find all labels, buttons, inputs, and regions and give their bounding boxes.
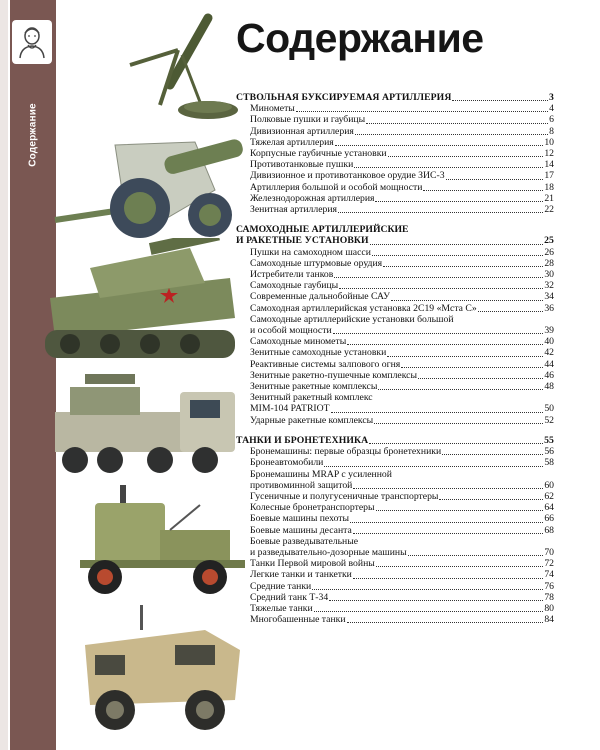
page-number: 68 [544,524,554,536]
illustrations [27,10,240,740]
toc-item-line1: Боевые разведывательные [250,535,358,547]
howitzer-illustration [45,130,245,250]
sidebar-label: Содержание [27,103,39,167]
toc-item[interactable]: Современные дальнобойные САУ 34 [250,291,554,303]
toc-item[interactable]: Зенитные ракетные комплексы 48 [250,381,554,393]
toc-item[interactable]: и разведывательно-дозорные машины 70 [250,546,554,558]
mortar-illustration [90,10,250,125]
toc-item[interactable]: Самоходная артиллерийская установка 2С19 «Мста С» 36 [250,302,554,314]
toc-item[interactable]: Зенитные ракетно-пушечные комплексы 46 [250,369,554,381]
toc-item[interactable]: Легкие танки и танкетки 74 [250,569,554,581]
page-number: 40 [544,336,554,348]
toc-item[interactable]: Танки Первой мировой войны 72 [250,558,554,570]
page-number: 21 [544,192,554,204]
toc-item[interactable]: Боевые машины пехоты 66 [250,513,554,525]
toc-item[interactable]: Реактивные системы залпового огня 44 [250,358,554,370]
page-number: 66 [544,513,554,525]
self-propelled-gun-illustration [30,238,240,368]
toc-item[interactable]: противоминной защитой 60 [250,479,554,491]
toc-section-heading[interactable]: ТАНКИ И БРОНЕТЕХНИКА 55 [236,434,554,446]
toc-item[interactable]: Боевые машины десанта 68 [250,524,554,536]
page-number: 76 [544,580,554,592]
page-number: 60 [544,479,554,491]
page-number: 70 [544,546,554,558]
page-number: 12 [544,148,554,160]
page-number: 22 [544,204,554,216]
toc-item-line1: Самоходные артиллерийские установки большой [250,313,454,325]
toc-item[interactable]: Бронемашины: первые образцы бронетехники 56 [250,446,554,458]
page-number: 78 [544,591,554,603]
page-number: 42 [544,347,554,359]
toc-item[interactable]: Минометы 4 [250,103,554,115]
toc-item[interactable]: Противотанковые пушки 14 [250,159,554,171]
toc-item[interactable]: Корпусные гаубичные установки 12 [250,148,554,160]
table-of-contents [236,92,554,625]
page-number: 10 [544,136,554,148]
toc-section-heading[interactable]: СТВОЛЬНАЯ БУКСИРУЕМАЯ АРТИЛЛЕРИЯ 3 [236,92,554,103]
page-number: 25 [544,235,554,247]
toc-section-towed-artillery [236,92,554,215]
toc-item[interactable]: Пушки на самоходном шасси 26 [250,246,554,258]
toc-item[interactable]: Полковые пушки и гаубицы 6 [250,114,554,126]
toc-item[interactable]: Зенитные самоходные установки 42 [250,347,554,359]
air-defense-vehicle-illustration [40,372,240,482]
page-number: 74 [544,569,554,581]
page-number: 6 [549,114,554,126]
page-number: 64 [544,502,554,514]
page-number: 55 [544,434,554,446]
toc-item[interactable]: Гусеничные и полугусеничные транспортеры 62 [250,490,554,502]
toc-item[interactable]: Артиллерия большой и особой мощности 18 [250,181,554,193]
page-number: 56 [544,446,554,458]
page-number: 3 [549,92,554,103]
toc-item[interactable]: Самоходные минометы 40 [250,336,554,348]
toc-item[interactable]: Многобашенные танки 84 [250,614,554,626]
page-number: 52 [544,414,554,426]
toc-item[interactable]: Самоходные гаубицы 32 [250,280,554,292]
page-number: 58 [544,457,554,469]
toc-item[interactable]: MIM-104 PATRIOT 50 [250,403,554,415]
page-number: 14 [544,159,554,171]
toc-item[interactable]: Зенитная артиллерия 22 [250,204,554,216]
toc-item[interactable]: Тяжелая артиллерия 10 [250,136,554,148]
toc-section-self-propelled [236,224,554,426]
page-number: 17 [544,170,554,182]
toc-item[interactable]: Бронеавтомобили 58 [250,457,554,469]
page-number: 30 [544,269,554,281]
toc-item[interactable]: Тяжелые танки 80 [250,602,554,614]
toc-item[interactable]: и особой мощности 39 [250,325,554,337]
toc-section-tanks [236,435,554,625]
toc-item[interactable]: Железнодорожная артиллерия 21 [250,192,554,204]
toc-item[interactable]: Дивизионная артиллерия 8 [250,125,554,137]
page-number: 50 [544,403,554,415]
toc-section-heading[interactable]: И РАКЕТНЫЕ УСТАНОВКИ 25 [236,235,554,247]
toc-item-line1: Зенитный ракетный комплекс [250,392,373,404]
toc-item[interactable]: Самоходные штурмовые орудия 28 [250,257,554,269]
page-number: 4 [549,103,554,115]
mrap-illustration [55,605,245,735]
toc-item[interactable]: Ударные ракетные комплексы 52 [250,414,554,426]
toc-item[interactable]: Истребители танков 30 [250,269,554,281]
toc-item[interactable]: Колесные бронетранспортеры 64 [250,502,554,514]
page-number: 28 [544,257,554,269]
page-number: 34 [544,291,554,303]
toc-section-heading-line1: САМОХОДНЫЕ АРТИЛЛЕРИЙСКИЕ [236,224,409,236]
toc-item[interactable]: Дивизионное и противотанковое орудие ЗИС-3 17 [250,170,554,182]
page-number: 26 [544,246,554,258]
page-number: 46 [544,369,554,381]
page-number: 36 [544,302,554,314]
page-number: 39 [544,325,554,337]
page-number: 48 [544,381,554,393]
page-number: 62 [544,490,554,502]
page-number: 80 [544,602,554,614]
toc-item-line1: Бронемашины MRAP с усиленной [250,468,392,480]
page-number: 8 [549,125,554,137]
page-number: 18 [544,181,554,193]
page-number: 72 [544,558,554,570]
armored-car-illustration [60,485,250,600]
page-number: 84 [544,614,554,626]
toc-item[interactable]: Средний танк Т-34 78 [250,591,554,603]
page-number: 44 [544,358,554,370]
page-number: 32 [544,280,554,292]
page-title: Содержание [236,15,484,61]
toc-item[interactable]: Средние танки 76 [250,580,554,592]
